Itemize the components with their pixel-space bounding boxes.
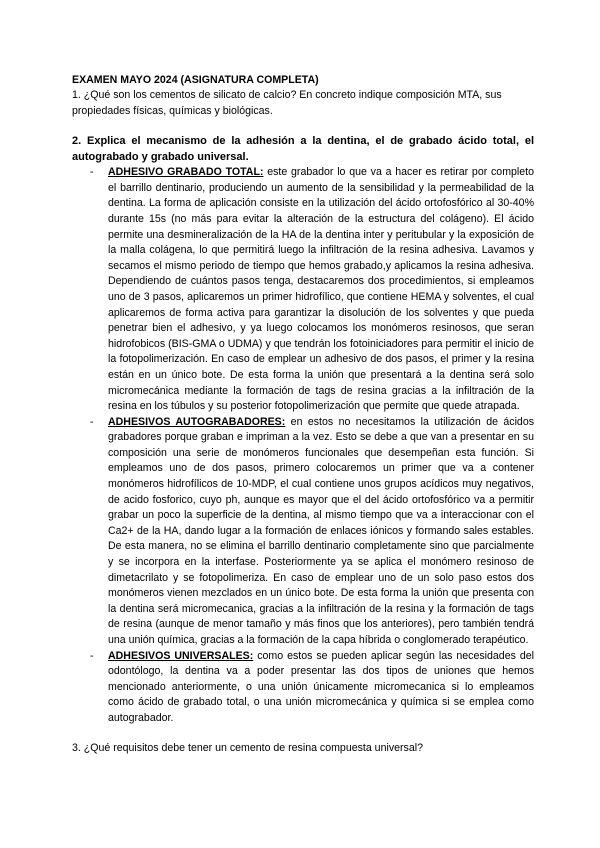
exam-title: EXAMEN MAYO 2024 (ASIGNATURA COMPLETA) [72,74,319,86]
answer-item-autograbadores [90,415,535,649]
answer-item-universales [90,649,534,727]
question-3: 3. ¿Qué requisitos debe tener un cemento de resina compuesta universal? [72,741,423,754]
answer-item-grabado-total [90,165,534,415]
bullet-marker: - [90,415,94,428]
answer-text: como estos se pueden aplicar según las necesidades del odontólogo, la dentina va a poder presentar las dos tipos de uniones que hemos mencionado anteriormente, o una unión únicamente micromecanica si lo empleamos como ácido de grabado total, o una unión micromecánica y química si se emplea como autograbador. [108,649,534,724]
answer-text: en estos no necesitamos la utilización de ácidos grabadores porque graban e impriman a la vez. Esto se debe a que van a presentar en su composición una serie de monómeros funcionales que desempeñan esta función. Si empleamos uno de dos pasos, primero colocaremos un primer que va a contener monómeros hidrofílicos de 10-MDP, el cual contiene unos grupos acídicos muy negativos, de acido fosforico, cuyo ph, aunque es mayor que el del ácido ortofosfórico va a permitir grabar un poco la superficie de la dentina, al mismo tiempo que va a interaccionar con el Ca2+ de la HA, dando lugar a la formación de enlaces iónicos y formando sales estables. De esta manera, no se elimina el barrillo dentinario completamente sino que parcialmente y se incorpora en la interfase. Posteriormente ya se aplica el monómero resinoso de dimetacrilato y se fotopolimeriza. En caso de emplear uno de un solo paso estos dos monómeros vienen mezclados en un único bote. De esta forma la unión que presenta con la dentina será micromecanica, gracias a la infiltración de la resina y la formación de tags de resina (aunque de menor tamaño y más finos que los anteriores), pero también tendrá una unión química, gracias a la formación de la capa híbrida o conglomerado terapéutico. [108,415,535,646]
answer-term: ADHESIVOS UNIVERSALES: [108,649,254,662]
bullet-marker: - [90,649,94,662]
bullet-marker: - [90,166,94,179]
question-2: 2. Explica el mecanismo de la adhesión a la dentina, el de grabado ácido total, el autograbado y grabado universal. [72,135,534,164]
answer-list [72,165,534,726]
answer-term: ADHESIVO GRABADO TOTAL: [108,166,264,179]
answer-term: ADHESIVOS AUTOGRABADORES: [108,415,286,428]
answer-text: este grabador lo que va a hacer es retirar por completo el barrillo dentinario, produciendo un aumento de la sensibilidad y la permeabilidad de la dentina. La forma de aplicación consiste en la utilización del ácido ortofosfórico al 30-40% durante 15s (no más para evitar la alteración de la estructura del colágeno). El ácido permite una desmineralización de la HA de la dentina inter y peritubular y la exposición de la malla colágena, lo que permitirá luego la infiltración de la resina adhesiva. Lavamos y secamos el mismo periodo de tiempo que hemos grabado,y aplicamos la resina adhesiva. Dependiendo de cuántos pasos tenga, destacaremos dos procedimientos, si empleamos uno de 3 pasos, aplicaremos un primer hidrofílico, que contiene HEMA y solventes, el cual aplicaremos de forma activa para garantizar la disolución de los solventes y que pueda penetrar bien el adhesivo, y ya luego colocamos los monómeros resinosos, que seran hidrofobicos (BIS-GMA o UDMA) y que tendrán los fotoiniciadores para permitir el inicio de la fotopolimerización. En caso de emplear un adhesivo de dos pasos, el primer y la resina están en un único bote. De esta forma la unión que presentará a la dentina será solo micromecánica mediante la formación de tags de resina gracias a la infiltración de la resina en los túbulos y su posterior fotopolimerización que permite que quede atrapada. [108,166,534,413]
question-1: 1. ¿Qué son los cementos de silicato de calcio? En concreto indique composición MTA, sus propiedades físicas, químicas y biológicas. [72,89,502,117]
